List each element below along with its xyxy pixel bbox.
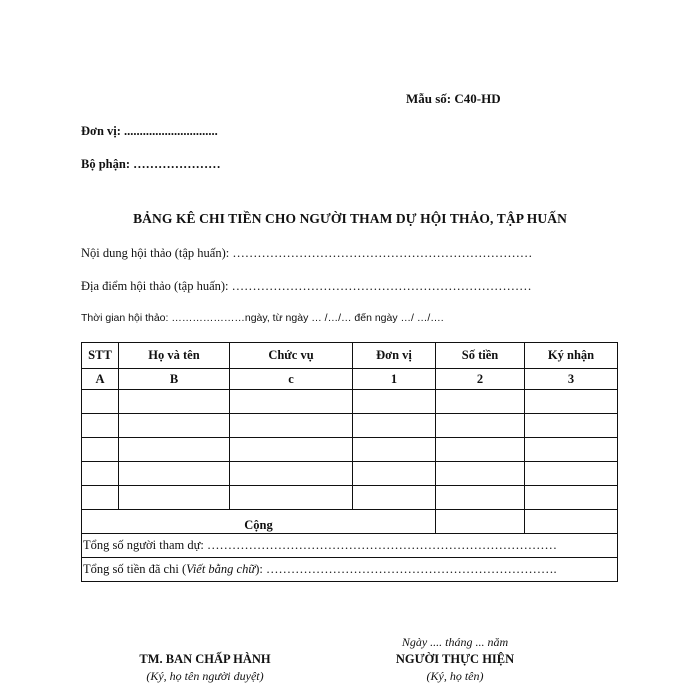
- total-amount-field: [82, 558, 618, 582]
- executor-note: (Ký, họ tên): [426, 669, 484, 683]
- table-cell[interactable]: [525, 438, 618, 462]
- signature-date: Ngày .... tháng ... năm: [401, 635, 509, 649]
- seminar-time-field: Thời gian hội thảo: …………………ngày, từ ngày … /…/… đến ngày …/ …/….: [81, 312, 444, 324]
- header-position: Chức vụ: [230, 343, 353, 369]
- code-cell: 1: [353, 369, 436, 390]
- total-amount-italic: Viết bằng chữ: [186, 562, 256, 576]
- code-cell: c: [230, 369, 353, 390]
- code-cell: 3: [525, 369, 618, 390]
- approver-signature-block: [130, 650, 280, 684]
- table-cell[interactable]: [353, 390, 436, 414]
- table-cell[interactable]: [230, 462, 353, 486]
- table-cell[interactable]: [353, 462, 436, 486]
- table-cell[interactable]: [82, 486, 119, 510]
- total-people-row: [82, 534, 618, 558]
- total-amount-suffix: ): …………………………………………………………….: [255, 562, 557, 576]
- table-cell[interactable]: [119, 390, 230, 414]
- table-cell[interactable]: [436, 414, 525, 438]
- table-cell[interactable]: [353, 486, 436, 510]
- table-cell[interactable]: [436, 390, 525, 414]
- table-cell[interactable]: [436, 438, 525, 462]
- total-amount-prefix: Tổng số tiền đã chi (: [83, 562, 187, 576]
- department-field: Bộ phận: …………………: [81, 157, 221, 171]
- code-cell: 2: [436, 369, 525, 390]
- table-cell[interactable]: [82, 462, 119, 486]
- table-row: [82, 414, 618, 438]
- total-label: Cộng: [82, 510, 436, 534]
- total-amount-row: [82, 558, 618, 582]
- table-cell[interactable]: [119, 462, 230, 486]
- seminar-content-field: Nội dung hội thảo (tập huấn): ………………………………………………………………: [81, 246, 533, 260]
- table-cell[interactable]: [230, 486, 353, 510]
- table-cell[interactable]: [353, 438, 436, 462]
- total-row: [82, 510, 618, 534]
- header-name: Họ và tên: [119, 343, 230, 369]
- code-cell: B: [119, 369, 230, 390]
- total-people-field: Tổng số người tham dự: …………………………………………………………………………: [82, 534, 618, 558]
- table-cell[interactable]: [230, 390, 353, 414]
- table-row: [82, 486, 618, 510]
- table-cell[interactable]: [230, 414, 353, 438]
- payment-table: [81, 342, 618, 582]
- table-cell[interactable]: [119, 486, 230, 510]
- total-amount-cell[interactable]: [436, 510, 525, 534]
- table-cell[interactable]: [525, 462, 618, 486]
- table-cell[interactable]: [119, 414, 230, 438]
- form-code: Mẫu số: C40-HD: [406, 91, 501, 106]
- table-row: [82, 438, 618, 462]
- table-row: [82, 462, 618, 486]
- table-cell[interactable]: [119, 438, 230, 462]
- total-signature-cell[interactable]: [525, 510, 618, 534]
- seminar-location-field: Địa điểm hội thảo (tập huấn): ………………………………………………………………: [81, 279, 532, 293]
- table-cell[interactable]: [436, 462, 525, 486]
- table-row: [82, 390, 618, 414]
- table-cell[interactable]: [525, 414, 618, 438]
- table-cell[interactable]: [82, 438, 119, 462]
- table-header-row: [82, 343, 618, 369]
- table-cell[interactable]: [230, 438, 353, 462]
- table-cell[interactable]: [353, 414, 436, 438]
- table-cell[interactable]: [525, 486, 618, 510]
- header-stt: STT: [82, 343, 119, 369]
- table-cell[interactable]: [525, 390, 618, 414]
- document-title: BẢNG KÊ CHI TIỀN CHO NGƯỜI THAM DỰ HỘI THẢO, TẬP HUẤN: [133, 211, 567, 226]
- unit-field: Đơn vị: ..............................: [81, 124, 218, 138]
- header-unit: Đơn vị: [353, 343, 436, 369]
- approver-note: (Ký, họ tên người duyệt): [146, 669, 264, 683]
- executor-signature-block: [380, 635, 530, 684]
- table-cell[interactable]: [82, 414, 119, 438]
- table-code-row: [82, 369, 618, 390]
- table-cell[interactable]: [82, 390, 119, 414]
- header-signature: Ký nhận: [525, 343, 618, 369]
- code-cell: A: [82, 369, 119, 390]
- approver-title: TM. BAN CHẤP HÀNH: [139, 652, 271, 666]
- header-amount: Số tiền: [436, 343, 525, 369]
- table-cell[interactable]: [436, 486, 525, 510]
- executor-title: NGƯỜI THỰC HIỆN: [395, 652, 515, 666]
